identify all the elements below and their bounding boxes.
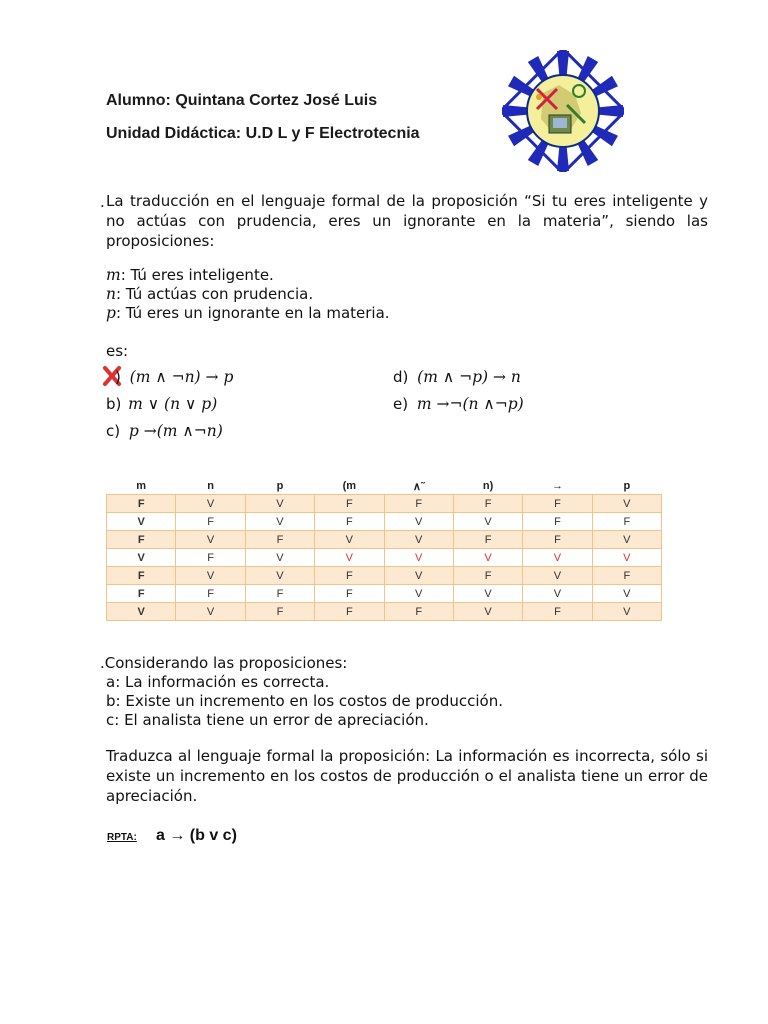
- option-c-formula: p →(m ∧¬n): [128, 422, 223, 440]
- truth-table-row: [107, 549, 662, 567]
- question2-intro: .Considerando las proposiciones:: [100, 654, 348, 672]
- option-a-formula: (m ∧ ¬n) → p: [129, 368, 234, 386]
- truth-table-cell: F: [107, 495, 176, 513]
- proposition-p: [106, 303, 390, 323]
- option-b-label: b): [106, 395, 122, 413]
- truth-table-cell: V: [592, 549, 661, 567]
- truth-table-cell: V: [384, 513, 453, 531]
- truth-table-cell: F: [315, 495, 384, 513]
- truth-table-cell: V: [245, 495, 314, 513]
- truth-table-row: [107, 567, 662, 585]
- proposition-text: : Tú eres un ignorante en la materia.: [115, 304, 390, 322]
- unit-title: Unidad Didáctica: U.D L y F Electrotecnia: [106, 125, 420, 142]
- truth-table-cell: V: [245, 513, 314, 531]
- header-cell: p: [276, 480, 284, 492]
- truth-table-cell: V: [107, 549, 176, 567]
- truth-table-row: [107, 531, 662, 549]
- truth-table-row: [107, 603, 662, 621]
- truth-table: [106, 478, 662, 621]
- truth-table-cell: V: [592, 531, 661, 549]
- question2-task: Traduzca al lenguaje formal la proposición: La información es incorrecta, sólo si existe un incremento en los costos de producción o el analista tiene un error de apreciación.: [106, 747, 708, 805]
- truth-table-cell: F: [176, 549, 245, 567]
- truth-table-cell: V: [384, 531, 453, 549]
- truth-table-cell: F: [176, 585, 245, 603]
- truth-table-cell: F: [453, 495, 522, 513]
- truth-table-cell: V: [523, 585, 592, 603]
- header-cell: →: [551, 480, 563, 492]
- truth-table-cell: V: [453, 603, 522, 621]
- truth-table-cell: V: [453, 549, 522, 567]
- option-d: [393, 368, 521, 386]
- truth-table-row: [107, 495, 662, 513]
- header-cell: n: [207, 480, 214, 492]
- truth-table-cell: F: [245, 585, 314, 603]
- header-cell: (m: [342, 480, 357, 492]
- truth-table-cell: F: [384, 495, 453, 513]
- truth-table-cell: F: [315, 603, 384, 621]
- proposition-symbol: p: [106, 304, 116, 322]
- question2-item-b: b: Existe un incremento en los costos de producción.: [106, 692, 504, 710]
- truth-table-cell: V: [592, 603, 661, 621]
- option-d-label: d): [393, 368, 409, 386]
- truth-table-cell: V: [176, 495, 245, 513]
- truth-table-cell: F: [245, 531, 314, 549]
- truth-table-cell: F: [384, 603, 453, 621]
- header-cell: m: [136, 480, 147, 492]
- truth-table-cell: V: [107, 513, 176, 531]
- truth-table-cell: F: [107, 585, 176, 603]
- truth-table-cell: F: [107, 531, 176, 549]
- proposition-text: : Tú eres inteligente.: [120, 266, 274, 284]
- truth-table-cell: F: [523, 603, 592, 621]
- rpta-formula: a → (b v c): [156, 827, 237, 844]
- truth-table-cell: F: [453, 567, 522, 585]
- question1-marker: .: [100, 193, 105, 211]
- question2-item-a: a: La información es correcta.: [106, 673, 330, 691]
- truth-table-cell: F: [523, 495, 592, 513]
- truth-table-cell: V: [592, 585, 661, 603]
- truth-table-cell: V: [523, 549, 592, 567]
- truth-table-cell: V: [384, 585, 453, 603]
- truth-table-cell: V: [176, 567, 245, 585]
- truth-table-row: [107, 513, 662, 531]
- truth-table-cell: F: [592, 513, 661, 531]
- option-e: [393, 395, 524, 413]
- proposition-n: [106, 284, 313, 304]
- truth-table-cell: F: [523, 513, 592, 531]
- truth-table-cell: F: [245, 603, 314, 621]
- truth-table-cell: V: [245, 567, 314, 585]
- truth-table-cell: F: [453, 531, 522, 549]
- truth-table-cell: V: [107, 603, 176, 621]
- option-b-formula: m ∨ (n ∨ p): [128, 395, 218, 413]
- truth-table-cell: V: [176, 603, 245, 621]
- option-e-label: e): [393, 395, 409, 413]
- truth-table-cell: V: [453, 585, 522, 603]
- option-b: [106, 395, 217, 413]
- truth-table-row: [107, 585, 662, 603]
- truth-table-cell: V: [592, 495, 661, 513]
- truth-table-header: [107, 478, 662, 495]
- proposition-symbol: m: [106, 266, 121, 284]
- proposition-symbol: n: [106, 285, 116, 303]
- truth-table-cell: V: [384, 567, 453, 585]
- option-a: [115, 368, 233, 386]
- truth-table-cell: V: [315, 549, 384, 567]
- proposition-text: : Tú actúas con prudencia.: [115, 285, 314, 303]
- option-d-formula: (m ∧ ¬p) → n: [417, 368, 521, 386]
- question1-intro: La traducción en el lenguaje formal de la proposición “Si tu eres inteligente y no actúas con prudencia, eres un ignorante en la materia”, siendo las proposiciones:: [106, 192, 708, 250]
- option-a-label: ): [115, 368, 121, 386]
- option-e-formula: m →¬(n ∧¬p): [416, 395, 524, 413]
- truth-table-cell: V: [384, 549, 453, 567]
- truth-table-cell: V: [315, 531, 384, 549]
- truth-table-cell: F: [107, 567, 176, 585]
- truth-table-cell: F: [176, 513, 245, 531]
- header-cell: ∧˜: [412, 480, 425, 493]
- truth-table-cell: F: [315, 585, 384, 603]
- institution-logo: [502, 50, 624, 172]
- student-name: Alumno: Quintana Cortez José Luis: [106, 92, 378, 109]
- truth-table-cell: V: [453, 513, 522, 531]
- option-c: [106, 422, 223, 440]
- truth-table-cell: V: [523, 567, 592, 585]
- truth-table-cell: F: [315, 513, 384, 531]
- truth-table-cell: F: [592, 567, 661, 585]
- proposition-m: [106, 265, 274, 285]
- header-cell: n): [482, 480, 494, 492]
- truth-table-cell: F: [315, 567, 384, 585]
- es-label: es:: [106, 342, 129, 360]
- rpta-label: RPTA:: [107, 832, 137, 843]
- truth-table-cell: V: [245, 549, 314, 567]
- truth-table-cell: F: [523, 531, 592, 549]
- truth-table-cell: V: [176, 531, 245, 549]
- header-cell: p: [623, 480, 631, 492]
- question2-item-c: c: El analista tiene un error de apreciación.: [106, 711, 429, 729]
- option-c-label: c): [106, 422, 121, 440]
